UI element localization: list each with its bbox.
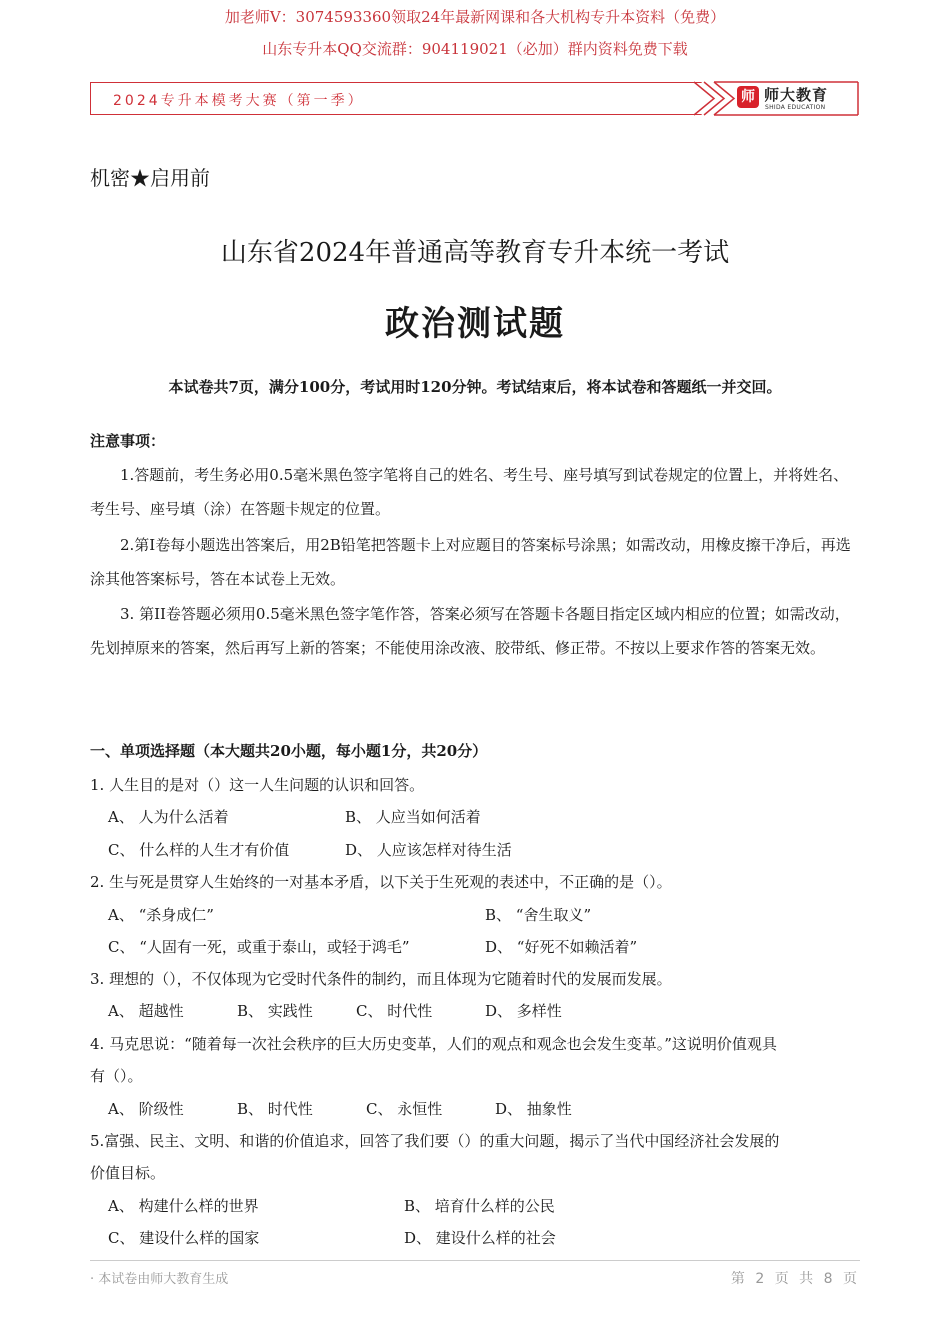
question-stem: 4. 马克思说：“随着每一次社会秩序的巨大历史变革，人们的观点和观念也会发生变革。”这说明价值观具 xyxy=(90,1035,777,1053)
page-number: 第 2 页 共 8 页 xyxy=(730,1271,860,1287)
note-item-2: 2.第I卷每小题选出答案后，用2B铅笔把答题卡上对应题目的答案标号涂黑；如需改动，用橡皮擦干净后，再选涂其他答案标号，答在本试卷上无效。 xyxy=(90,536,851,588)
notes-heading: 注意事项： xyxy=(90,432,166,450)
logo-subtext: SHIDA EDUCATION xyxy=(765,104,826,111)
question-stem: 2. 生与死是贯穿人生始终的一对基本矛盾，以下关于生死观的表述中，不正确的是（）。 xyxy=(90,873,672,891)
question-option: C、 永恒性 xyxy=(366,1100,443,1118)
note-item-1: 1.答题前，考生务必用0.5毫米黑色签字笔将自己的姓名、考生号、座号填写到试卷规定的位置上，并将姓名、考生号、座号填（涂）在答题卡规定的位置。 xyxy=(90,466,849,518)
exam-summary: 本试卷共7页，满分100分，考试用时120分钟。考试结束后，将本试卷和答题纸一并交回。 xyxy=(168,378,782,396)
banner-text: 2024专升本模考大赛（第一季） xyxy=(113,93,365,109)
subject-title: 政治测试题 xyxy=(385,304,565,344)
question-stem: 5.富强、民主、文明、和谐的价值追求，回答了我们要（）的重大问题，揭示了当代中国经济社会发展的 xyxy=(90,1132,780,1150)
question-option: A、 超越性 xyxy=(108,1002,184,1020)
promo-line-2: 山东专升本QQ交流群：904119021（必加）群内资料免费下载 xyxy=(262,40,688,58)
question-option: B、 时代性 xyxy=(237,1100,313,1118)
note-item-3: 3. 第II卷答题必须用0.5毫米黑色签字笔作答，答案必须写在答题卡各题目指定区域内相应的位置；如需改动，先划掉原来的答案，然后再写上新的答案；不能使用涂改液、胶带纸、修正带。不按以上要求作答的答案无效。 xyxy=(90,605,850,657)
question-option: D、 “好死不如赖活着” xyxy=(485,938,638,956)
question-option: C、 什么样的人生才有价值 xyxy=(108,841,290,859)
question-option: A、 人为什么活着 xyxy=(108,808,229,826)
question-option: D、 多样性 xyxy=(485,1002,562,1020)
question-option: B、 人应当如何活着 xyxy=(345,808,481,826)
question-option: A、 阶级性 xyxy=(108,1100,184,1118)
question-option: A、 “杀身成仁” xyxy=(108,906,214,924)
question-option: B、 实践性 xyxy=(237,1002,313,1020)
logo-mark: 师 xyxy=(737,86,759,108)
question-stem-continued: 有（）。 xyxy=(90,1067,143,1085)
question-stem: 3. 理想的（），不仅体现为它受时代条件的制约，而且体现为它随着时代的发展而发展。 xyxy=(90,970,672,988)
question-option: C、 时代性 xyxy=(356,1002,433,1020)
question-stem-continued: 价值目标。 xyxy=(90,1164,166,1182)
footer-divider xyxy=(90,1260,860,1261)
question-option: D、 人应该怎样对待生活 xyxy=(345,841,512,859)
question-option: C、 “人固有一死，或重于泰山，或轻于鸿毛” xyxy=(108,938,410,956)
footer-generator: · 本试卷由师大教育生成 xyxy=(90,1272,229,1287)
question-option: D、 建设什么样的社会 xyxy=(404,1229,556,1247)
question-option: D、 抽象性 xyxy=(495,1100,572,1118)
exam-title: 山东省2024年普通高等教育专升本统一考试 xyxy=(220,238,730,268)
question-option: B、 培育什么样的公民 xyxy=(404,1197,555,1215)
promo-line-1: 加老师V：3074593360领取24年最新网课和各大机构专升本资料（免费） xyxy=(224,8,726,26)
section-title: 一、单项选择题（本大题共20小题，每小题1分，共20分） xyxy=(90,742,488,760)
question-option: A、 构建什么样的世界 xyxy=(108,1197,259,1215)
logo-text: 师大教育 xyxy=(764,86,829,104)
confidential-label: 机密★启用前 xyxy=(90,166,210,190)
question-option: B、 “舍生取义” xyxy=(485,906,592,924)
question-option: C、 建设什么样的国家 xyxy=(108,1229,260,1247)
question-stem: 1. 人生目的是对（）这一人生问题的认识和回答。 xyxy=(90,776,425,794)
